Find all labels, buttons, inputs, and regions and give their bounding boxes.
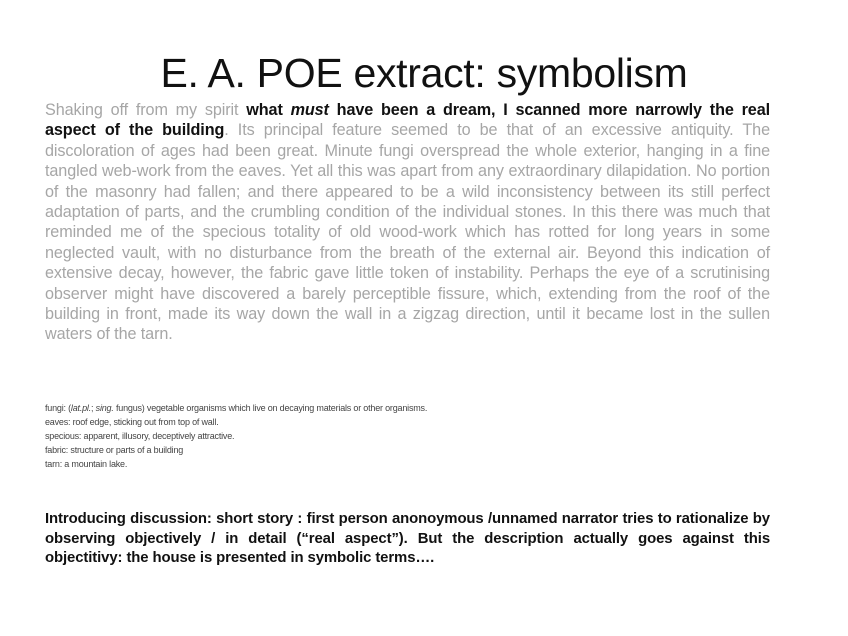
discussion-text: Introducing discussion: short story : first person anonoymous /unnamed narrator tries to rationalize by observing objectively / in detail (“real aspect”). But the description actually goes against this objectitivy: the house is presented in symbolic terms…. xyxy=(45,511,770,567)
glossary-item-fungi xyxy=(45,402,645,416)
glossary-item-fabric: fabric: structure or parts of a building xyxy=(45,444,184,455)
slide-title: E. A. POE extract: symbolism xyxy=(160,50,688,96)
glossary-item-tarn: tarn: a mountain lake. xyxy=(45,458,128,469)
passage-rest: . Its principal feature seemed to be that of an excessive antiquity. The discoloration of ages had been great. Minute fungi overspread the whole exterior, hanging in a fine tangled web-work from the eaves. Yet all this was apart from any extraordinary dilapidation. No portion of the masonry had fallen; and there appeared to be a wild inconsistency between its still perfect adaptation of parts, and the crumbling condition of the individual stones. In this there was much that reminded me of the specious totality of old wood-work which has rotted for long years in some neglected vault, with no disturbance from the breath of the external air. Beyond this indication of extensive decay, however, the fabric gave little token of instability. Perhaps the eye of a scrutinising observer might have discovered a barely perceptible fissure, which, extending from the roof of the building in front, made its way down the wall in a zigzag direction, until it became lost in the sullen waters of the tarn. xyxy=(45,121,770,344)
glossary-fungi-sing: sing. xyxy=(95,403,114,413)
glossary-fungi-sep: ; xyxy=(91,403,96,413)
glossary-fungi-def: fungus) vegetable organisms which live on decaying materials or other organisms. xyxy=(113,403,428,413)
glossary-fungi-lat: lat.pl. xyxy=(70,403,92,413)
glossary-item-specious: specious: apparent, illusory, deceptively attractive. xyxy=(45,430,235,441)
glossary-item-eaves: eaves: roof edge, sticking out from top of wall. xyxy=(45,416,219,427)
passage-lead: Shaking off from my spirit xyxy=(45,101,247,119)
glossary-fungi-term: fungi: ( xyxy=(45,403,71,413)
passage-highlight-part-1: what xyxy=(246,101,291,119)
passage-highlight-must: must xyxy=(290,101,329,119)
passage-highlight-part-2: have been a dream, I scanned more narrowly the real aspect of the building xyxy=(45,101,770,140)
poe-passage xyxy=(45,100,770,345)
glossary xyxy=(45,402,645,472)
